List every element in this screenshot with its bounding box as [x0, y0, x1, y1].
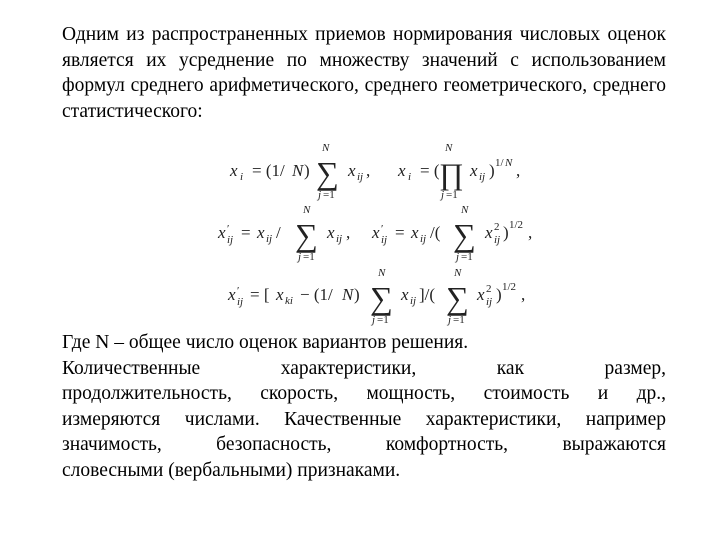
svg-text:]/(: ]/(	[419, 285, 436, 304]
svg-text:=1: =1	[453, 314, 465, 326]
svg-text:,: ,	[521, 285, 526, 304]
svg-text:N: N	[445, 142, 453, 154]
svg-text:ij: ij	[237, 296, 244, 308]
svg-text:N: N	[454, 267, 462, 279]
svg-text:N: N	[292, 161, 304, 180]
formula-norm-sum	[217, 204, 350, 263]
svg-text:): )	[489, 161, 495, 180]
svg-text:1/: 1/	[495, 157, 504, 169]
svg-text:ij: ij	[479, 171, 486, 183]
svg-text:/(: /(	[430, 223, 441, 242]
svg-text:∑: ∑	[453, 217, 476, 253]
svg-text:ij: ij	[486, 296, 493, 308]
svg-text:x: x	[276, 285, 284, 304]
svg-text:/: /	[276, 223, 281, 242]
svg-text:x: x	[485, 223, 493, 242]
svg-text:′: ′	[227, 223, 230, 235]
svg-text:j: j	[372, 314, 376, 326]
svg-text:N: N	[378, 267, 386, 279]
svg-text:x: x	[218, 223, 226, 242]
svg-text:∑: ∑	[295, 217, 318, 253]
svg-text:∑: ∑	[446, 280, 469, 316]
outro-paragraph	[62, 330, 666, 484]
svg-text:ij: ij	[227, 234, 234, 246]
svg-text:x: x	[372, 223, 380, 242]
svg-text:ij: ij	[381, 234, 388, 246]
svg-text:,: ,	[528, 223, 533, 242]
svg-text:,: ,	[516, 161, 521, 180]
intro-paragraph: Одним из распространенных приемов нормирования числовых оценок является их усреднение по множеству значений с использованием формул среднего арифметического, среднего геометрического, среднего статистического:	[62, 24, 666, 122]
outro-line: Где N – общее число оценок вариантов решения.	[62, 332, 469, 353]
formula-mean-arithmetic	[229, 142, 370, 201]
svg-text:=1: =1	[461, 251, 473, 263]
svg-text:N: N	[303, 204, 311, 216]
svg-text:=1: =1	[323, 189, 335, 201]
svg-text:N: N	[461, 204, 469, 216]
svg-text:,: ,	[366, 161, 371, 180]
svg-text:x: x	[327, 223, 335, 242]
svg-text:x: x	[411, 223, 419, 242]
svg-text:ij: ij	[410, 295, 417, 307]
svg-text:): )	[496, 285, 502, 304]
svg-text:1/2: 1/2	[502, 281, 517, 293]
svg-text:= (1/: = (1/	[252, 161, 285, 180]
formula-norm-euclid	[371, 204, 532, 263]
outro-line: значимость, безопасность, комфортность, выражаются	[62, 434, 666, 456]
svg-text:= [: = [	[250, 285, 270, 304]
outro-line: Количественные характеристики, как размер,	[62, 357, 666, 379]
svg-text:x: x	[228, 285, 236, 304]
svg-text:∑: ∑	[370, 280, 393, 316]
svg-text:N: N	[322, 142, 330, 154]
outro-line: измеряются числами. Качественные характеристики, например	[62, 408, 666, 430]
svg-text:N: N	[505, 157, 513, 169]
svg-text:=: =	[395, 223, 405, 242]
outro-line: словесными (вербальными) признаками.	[62, 459, 401, 481]
svg-text:j: j	[448, 314, 452, 326]
svg-text:ij: ij	[494, 234, 501, 246]
svg-text:x: x	[398, 161, 406, 180]
formula-mean-geometric	[397, 142, 520, 201]
svg-text:2: 2	[486, 283, 492, 295]
formula-standardization	[227, 267, 525, 326]
svg-text:ij: ij	[357, 171, 364, 183]
svg-text:i: i	[240, 171, 244, 183]
svg-text:ki: ki	[285, 295, 293, 307]
svg-text:x: x	[348, 161, 356, 180]
svg-text:∑: ∑	[316, 155, 339, 191]
svg-text:=1: =1	[377, 314, 389, 326]
svg-text:): )	[503, 223, 509, 242]
svg-text:): )	[304, 161, 310, 180]
outro-line: продолжительность, скорость, мощность, стоимость и др.,	[62, 383, 666, 405]
svg-text:x: x	[470, 161, 478, 180]
svg-text:,: ,	[346, 223, 351, 242]
svg-text:=: =	[241, 223, 251, 242]
svg-text:j: j	[441, 189, 445, 201]
svg-text:N: N	[342, 285, 354, 304]
svg-text:x: x	[401, 285, 409, 304]
svg-text:ij: ij	[420, 233, 427, 245]
svg-text:j: j	[318, 189, 322, 201]
svg-text:1/2: 1/2	[509, 219, 524, 231]
svg-text:=1: =1	[303, 251, 315, 263]
svg-text:x: x	[477, 285, 485, 304]
svg-text:): )	[354, 285, 360, 304]
svg-text:′: ′	[237, 285, 240, 297]
svg-text:= (: = (	[420, 161, 440, 180]
svg-text:− (1/: − (1/	[300, 285, 333, 304]
svg-text:2: 2	[494, 221, 500, 233]
svg-text:=1: =1	[446, 189, 458, 201]
svg-text:ij: ij	[336, 233, 343, 245]
svg-text:x: x	[257, 223, 265, 242]
svg-text:ij: ij	[266, 233, 273, 245]
svg-text:∏: ∏	[439, 158, 464, 191]
svg-text:i: i	[408, 171, 412, 183]
svg-text:j: j	[456, 251, 460, 263]
svg-text:′: ′	[381, 223, 384, 235]
svg-text:j: j	[298, 251, 302, 263]
svg-text:x: x	[230, 161, 238, 180]
